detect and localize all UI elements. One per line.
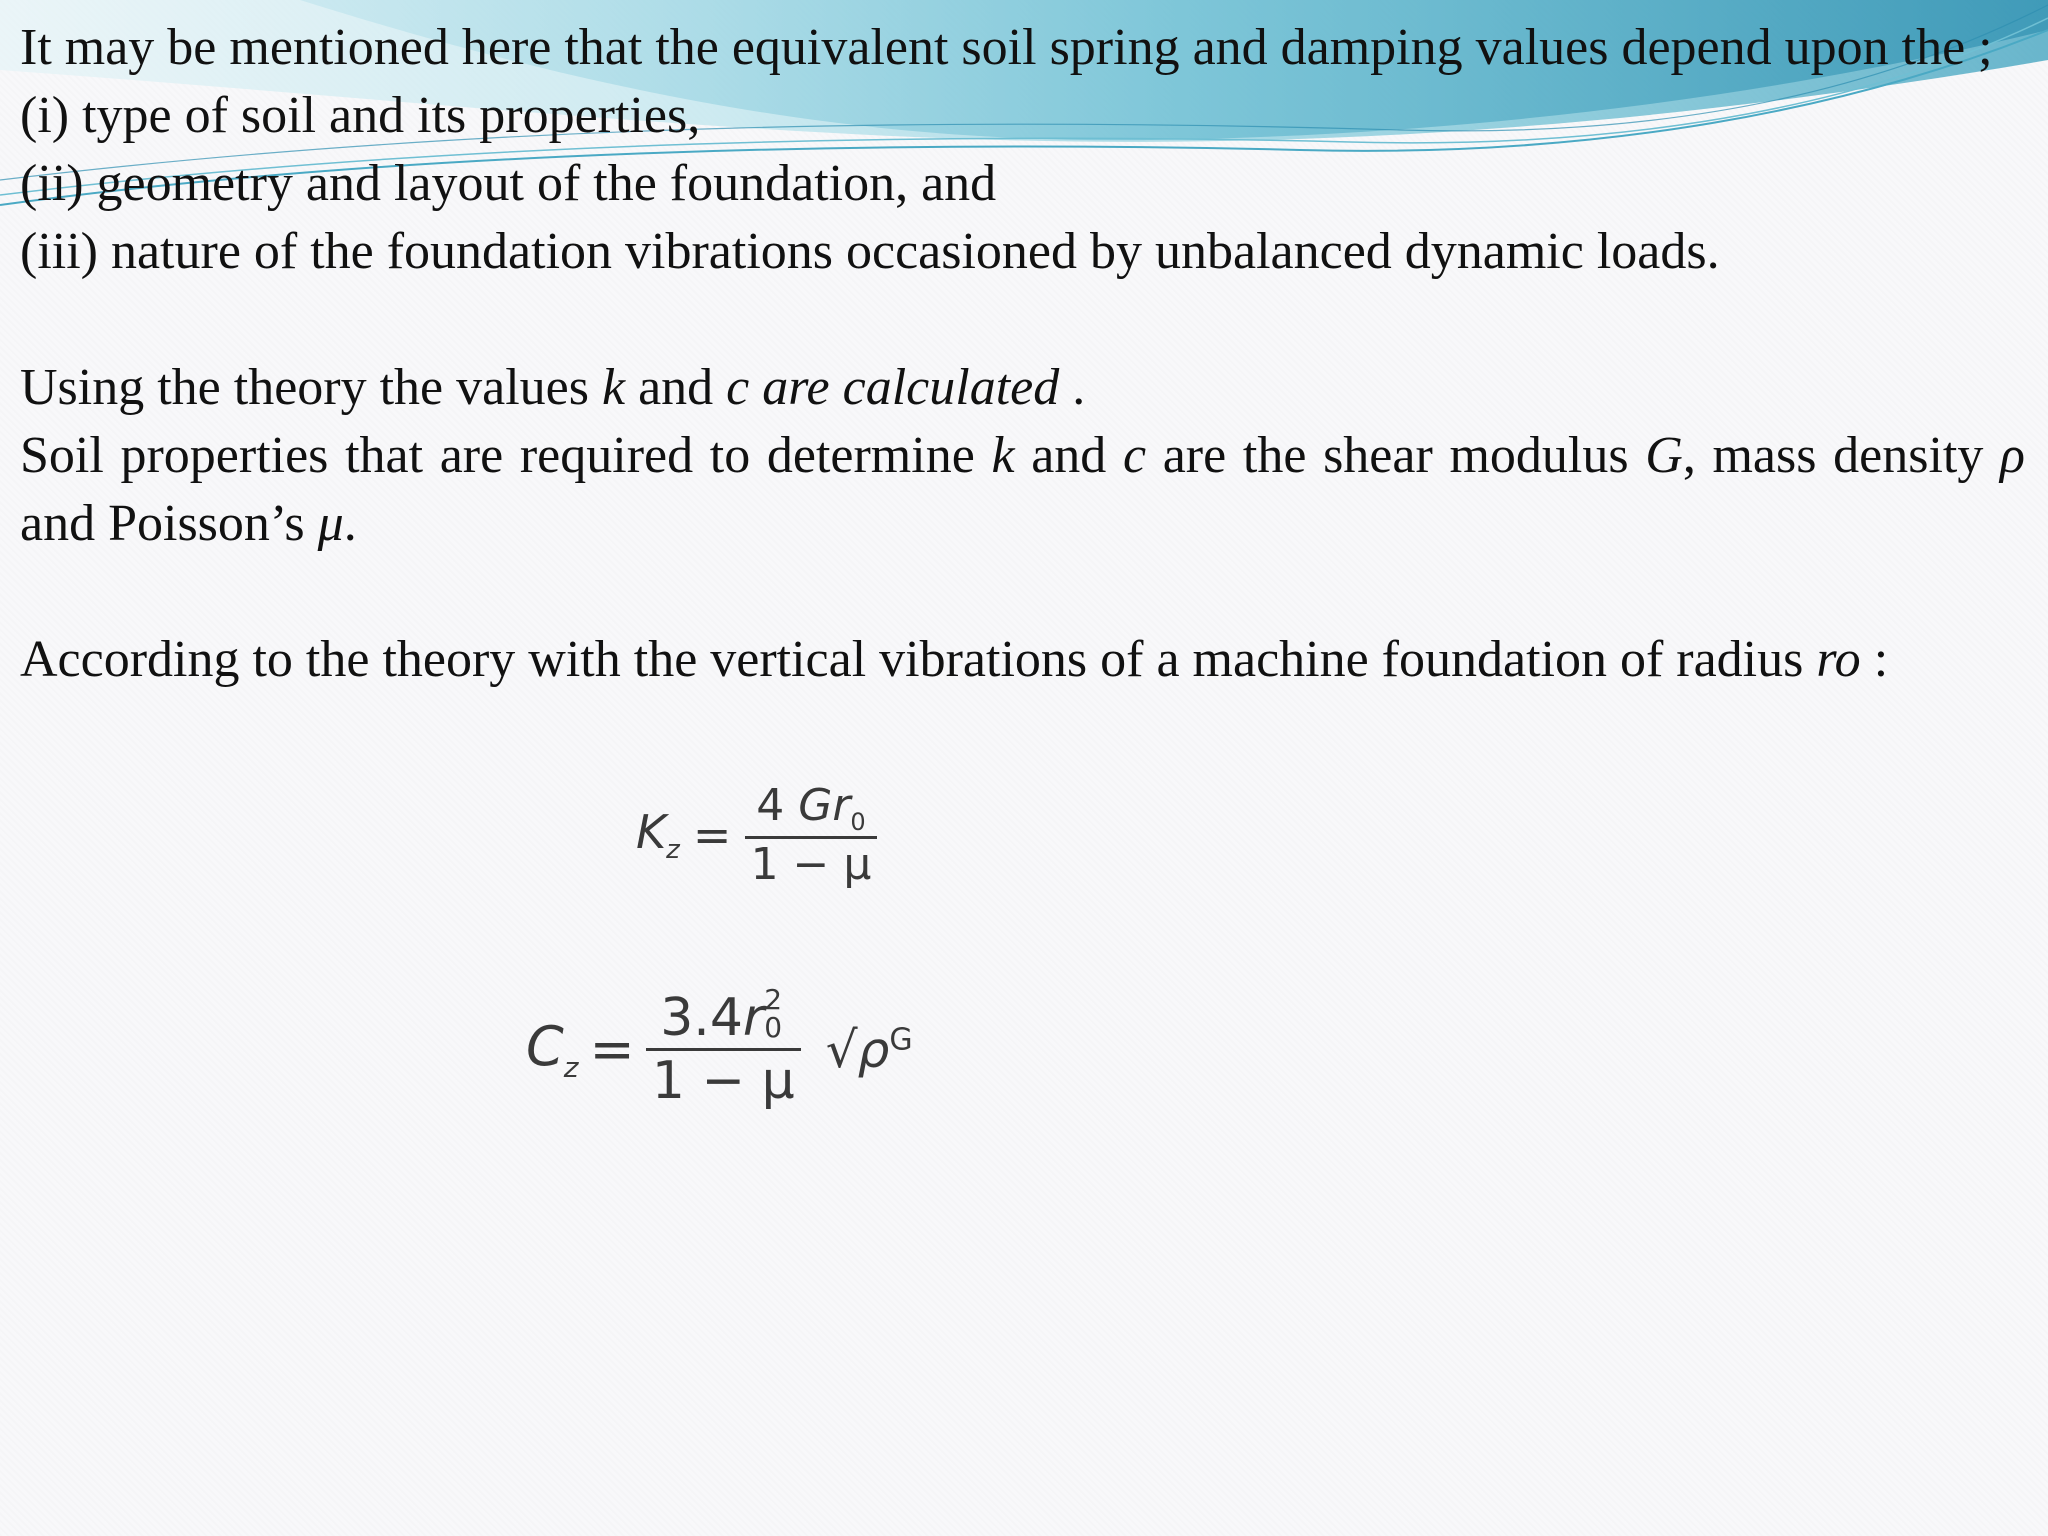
conjunction: and	[1014, 427, 1123, 484]
symbol-ro: ro	[1816, 631, 1861, 688]
equation-kz	[636, 780, 877, 890]
cz-sqrt-G: G	[889, 1021, 913, 1057]
vibration-text: According to the theory with the vertical vibrations of a machine foundation of radius	[20, 631, 1817, 688]
cz-numerator	[646, 983, 801, 1048]
kz-denominator: 1 − μ	[750, 838, 872, 890]
theory-sentence	[20, 354, 2025, 422]
cz-num-sup: 2	[764, 983, 783, 1016]
cz-sqrt-rho: ρ	[857, 1020, 890, 1079]
sentence-end: .	[343, 495, 357, 552]
symbol-mu: μ	[317, 495, 344, 552]
colon: :	[1860, 631, 1889, 688]
symbol-k: k	[991, 427, 1015, 484]
cz-symbol: C	[526, 1015, 564, 1079]
kz-num-var: Gr	[798, 780, 851, 831]
spacer	[20, 286, 2025, 354]
kz-num-sub: 0	[850, 807, 866, 836]
cz-equals: =	[589, 1018, 635, 1081]
symbol-c-phrase: c are calculated	[726, 359, 1060, 416]
cz-num-coef: 3.4	[660, 988, 743, 1048]
soil-text: Soil properties that are required to determine	[20, 427, 992, 484]
equation-cz	[526, 983, 913, 1111]
symbol-k: k	[601, 359, 626, 416]
kz-subscript: z	[666, 835, 680, 865]
kz-lhs	[636, 804, 680, 865]
symbol-c: c	[1122, 427, 1147, 484]
intro-sentence: It may be mentioned here that the equivalent soil spring and damping values depend upon the ;	[20, 19, 1993, 76]
symbol-G: G	[1645, 427, 1683, 484]
sqrt-icon: √	[825, 1020, 858, 1079]
cz-num-scripts	[764, 983, 786, 1044]
conjunction: and	[625, 359, 727, 416]
soil-text: are the shear modulus	[1146, 427, 1646, 484]
kz-numerator	[745, 780, 878, 836]
cz-subscript: z	[563, 1050, 579, 1084]
soil-properties-sentence	[20, 422, 2025, 558]
list-item-iii: (iii) nature of the foundation vibrations occasioned by unbalanced dynamic loads.	[20, 223, 1720, 280]
soil-text: and Poisson’s	[20, 495, 318, 552]
list-item-i: (i) type of soil and its properties,	[20, 87, 701, 144]
list-item-ii: (ii) geometry and layout of the foundation, and	[20, 155, 997, 212]
soil-text: , mass density	[1682, 427, 2001, 484]
cz-sqrt	[826, 1021, 913, 1079]
kz-symbol: K	[636, 804, 667, 859]
kz-num-coef: 4	[756, 780, 799, 831]
kz-fraction	[745, 780, 878, 890]
cz-denominator: 1 − μ	[651, 1051, 795, 1111]
vertical-vibration-sentence	[20, 626, 2025, 694]
cz-lhs	[526, 1015, 579, 1084]
symbol-rho: ρ	[2000, 427, 2025, 484]
theory-text: Using the theory the values	[20, 359, 602, 416]
cz-num-var: r	[742, 988, 765, 1048]
sentence-end: .	[1059, 359, 1086, 416]
spacer	[20, 558, 2025, 626]
kz-equals: =	[692, 807, 732, 862]
cz-num-sub: 0	[764, 1011, 783, 1044]
cz-fraction	[646, 983, 801, 1111]
slide-text-body	[20, 14, 2025, 694]
